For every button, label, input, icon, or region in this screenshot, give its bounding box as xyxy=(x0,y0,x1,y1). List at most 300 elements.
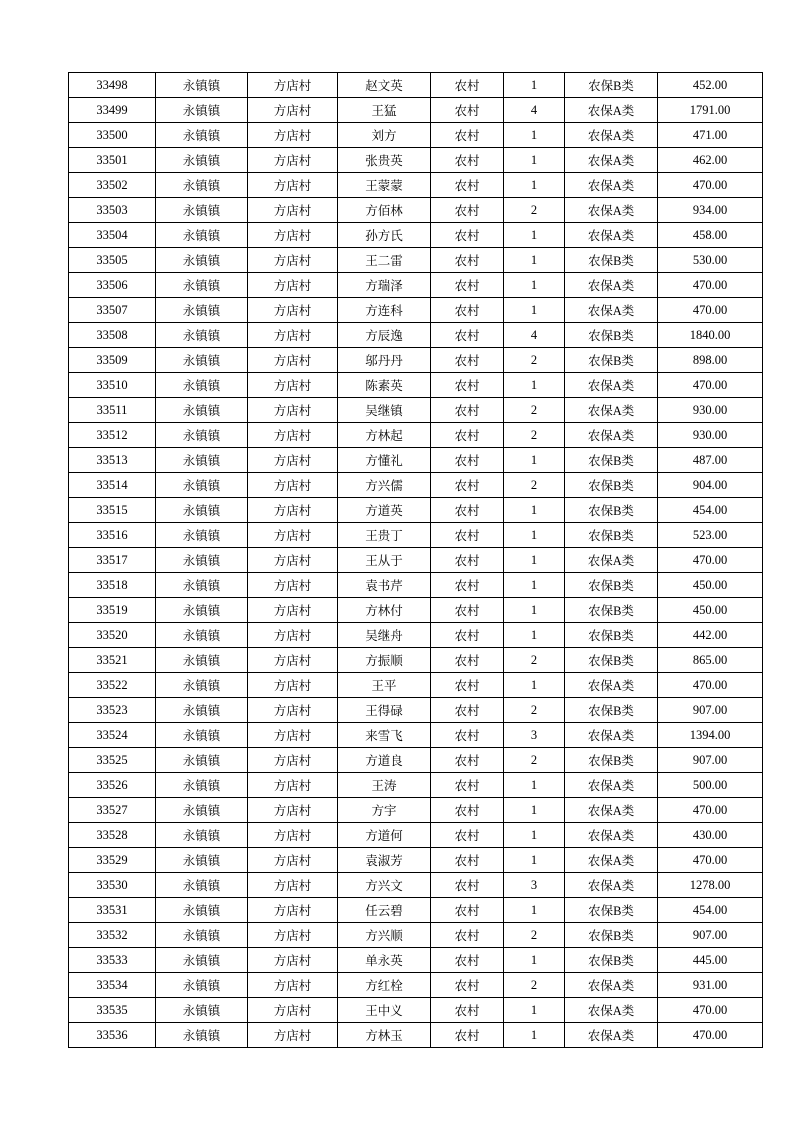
cell-residence: 农村 xyxy=(431,123,504,148)
cell-town: 永镇镇 xyxy=(156,748,248,773)
table-row xyxy=(69,248,763,273)
cell-residence: 农村 xyxy=(431,698,504,723)
cell-count: 1 xyxy=(504,148,565,173)
cell-residence: 农村 xyxy=(431,773,504,798)
cell-village: 方店村 xyxy=(248,498,338,523)
cell-insurance: 农保B类 xyxy=(565,573,658,598)
cell-residence: 农村 xyxy=(431,673,504,698)
cell-residence: 农村 xyxy=(431,148,504,173)
cell-residence: 农村 xyxy=(431,548,504,573)
cell-count: 1 xyxy=(504,998,565,1023)
cell-amount: 445.00 xyxy=(658,948,763,973)
cell-town: 永镇镇 xyxy=(156,848,248,873)
cell-id: 33530 xyxy=(69,873,156,898)
cell-id: 33514 xyxy=(69,473,156,498)
cell-village: 方店村 xyxy=(248,823,338,848)
cell-count: 2 xyxy=(504,398,565,423)
cell-insurance: 农保A类 xyxy=(565,973,658,998)
cell-count: 2 xyxy=(504,648,565,673)
cell-count: 4 xyxy=(504,98,565,123)
cell-name: 方林玉 xyxy=(338,1023,431,1048)
cell-id: 33515 xyxy=(69,498,156,523)
cell-residence: 农村 xyxy=(431,73,504,98)
cell-name: 方林起 xyxy=(338,423,431,448)
cell-town: 永镇镇 xyxy=(156,798,248,823)
cell-insurance: 农保B类 xyxy=(565,448,658,473)
table-row xyxy=(69,323,763,348)
cell-count: 3 xyxy=(504,723,565,748)
cell-amount: 907.00 xyxy=(658,748,763,773)
cell-id: 33499 xyxy=(69,98,156,123)
cell-village: 方店村 xyxy=(248,148,338,173)
table-row xyxy=(69,948,763,973)
cell-name: 王贵丁 xyxy=(338,523,431,548)
cell-village: 方店村 xyxy=(248,573,338,598)
cell-amount: 462.00 xyxy=(658,148,763,173)
cell-insurance: 农保A类 xyxy=(565,423,658,448)
cell-id: 33513 xyxy=(69,448,156,473)
cell-town: 永镇镇 xyxy=(156,623,248,648)
cell-count: 4 xyxy=(504,323,565,348)
cell-village: 方店村 xyxy=(248,298,338,323)
cell-village: 方店村 xyxy=(248,348,338,373)
cell-village: 方店村 xyxy=(248,423,338,448)
cell-amount: 934.00 xyxy=(658,198,763,223)
cell-town: 永镇镇 xyxy=(156,323,248,348)
cell-id: 33503 xyxy=(69,198,156,223)
table-row xyxy=(69,998,763,1023)
cell-count: 1 xyxy=(504,123,565,148)
cell-residence: 农村 xyxy=(431,848,504,873)
cell-amount: 450.00 xyxy=(658,598,763,623)
cell-amount: 530.00 xyxy=(658,248,763,273)
cell-town: 永镇镇 xyxy=(156,773,248,798)
table-row xyxy=(69,373,763,398)
cell-insurance: 农保A类 xyxy=(565,98,658,123)
cell-name: 方瑞泽 xyxy=(338,273,431,298)
cell-count: 1 xyxy=(504,573,565,598)
cell-amount: 865.00 xyxy=(658,648,763,673)
cell-amount: 904.00 xyxy=(658,473,763,498)
cell-id: 33534 xyxy=(69,973,156,998)
cell-town: 永镇镇 xyxy=(156,948,248,973)
table-row xyxy=(69,598,763,623)
cell-name: 方佰林 xyxy=(338,198,431,223)
cell-town: 永镇镇 xyxy=(156,423,248,448)
cell-count: 1 xyxy=(504,773,565,798)
table-row xyxy=(69,798,763,823)
cell-insurance: 农保B类 xyxy=(565,923,658,948)
table-row xyxy=(69,723,763,748)
cell-count: 1 xyxy=(504,248,565,273)
cell-name: 王得碌 xyxy=(338,698,431,723)
table-row xyxy=(69,898,763,923)
cell-insurance: 农保A类 xyxy=(565,273,658,298)
cell-amount: 1394.00 xyxy=(658,723,763,748)
table-row xyxy=(69,448,763,473)
table-row xyxy=(69,398,763,423)
cell-amount: 454.00 xyxy=(658,898,763,923)
cell-village: 方店村 xyxy=(248,273,338,298)
cell-name: 王蒙蒙 xyxy=(338,173,431,198)
cell-amount: 458.00 xyxy=(658,223,763,248)
cell-id: 33508 xyxy=(69,323,156,348)
cell-amount: 470.00 xyxy=(658,173,763,198)
cell-insurance: 农保B类 xyxy=(565,698,658,723)
table-row xyxy=(69,173,763,198)
cell-amount: 930.00 xyxy=(658,398,763,423)
cell-name: 陈素英 xyxy=(338,373,431,398)
cell-count: 2 xyxy=(504,923,565,948)
cell-id: 33535 xyxy=(69,998,156,1023)
cell-id: 33532 xyxy=(69,923,156,948)
cell-insurance: 农保A类 xyxy=(565,848,658,873)
cell-residence: 农村 xyxy=(431,248,504,273)
cell-count: 2 xyxy=(504,973,565,998)
cell-residence: 农村 xyxy=(431,98,504,123)
cell-village: 方店村 xyxy=(248,923,338,948)
cell-name: 王中义 xyxy=(338,998,431,1023)
table-row xyxy=(69,98,763,123)
cell-count: 1 xyxy=(504,798,565,823)
cell-insurance: 农保B类 xyxy=(565,948,658,973)
cell-amount: 452.00 xyxy=(658,73,763,98)
cell-name: 方辰逸 xyxy=(338,323,431,348)
cell-village: 方店村 xyxy=(248,873,338,898)
cell-name: 来雪飞 xyxy=(338,723,431,748)
cell-amount: 500.00 xyxy=(658,773,763,798)
cell-name: 王猛 xyxy=(338,98,431,123)
cell-id: 33498 xyxy=(69,73,156,98)
cell-village: 方店村 xyxy=(248,248,338,273)
cell-amount: 1278.00 xyxy=(658,873,763,898)
cell-insurance: 农保B类 xyxy=(565,323,658,348)
cell-residence: 农村 xyxy=(431,223,504,248)
table-row xyxy=(69,973,763,998)
cell-amount: 470.00 xyxy=(658,373,763,398)
cell-town: 永镇镇 xyxy=(156,723,248,748)
cell-village: 方店村 xyxy=(248,648,338,673)
cell-village: 方店村 xyxy=(248,523,338,548)
cell-residence: 农村 xyxy=(431,648,504,673)
cell-residence: 农村 xyxy=(431,298,504,323)
cell-town: 永镇镇 xyxy=(156,173,248,198)
cell-name: 单永英 xyxy=(338,948,431,973)
cell-town: 永镇镇 xyxy=(156,823,248,848)
cell-town: 永镇镇 xyxy=(156,223,248,248)
cell-village: 方店村 xyxy=(248,398,338,423)
table-row xyxy=(69,523,763,548)
cell-name: 任云碧 xyxy=(338,898,431,923)
cell-name: 王从于 xyxy=(338,548,431,573)
cell-town: 永镇镇 xyxy=(156,898,248,923)
cell-count: 1 xyxy=(504,523,565,548)
cell-name: 方懂礼 xyxy=(338,448,431,473)
cell-name: 吴继舟 xyxy=(338,623,431,648)
cell-insurance: 农保A类 xyxy=(565,123,658,148)
cell-amount: 1840.00 xyxy=(658,323,763,348)
cell-residence: 农村 xyxy=(431,598,504,623)
cell-village: 方店村 xyxy=(248,798,338,823)
cell-name: 张贵英 xyxy=(338,148,431,173)
cell-town: 永镇镇 xyxy=(156,348,248,373)
cell-id: 33519 xyxy=(69,598,156,623)
cell-id: 33526 xyxy=(69,773,156,798)
cell-village: 方店村 xyxy=(248,748,338,773)
cell-village: 方店村 xyxy=(248,998,338,1023)
cell-count: 1 xyxy=(504,598,565,623)
cell-name: 方道何 xyxy=(338,823,431,848)
cell-amount: 450.00 xyxy=(658,573,763,598)
cell-count: 1 xyxy=(504,373,565,398)
cell-count: 1 xyxy=(504,623,565,648)
cell-insurance: 农保A类 xyxy=(565,173,658,198)
cell-insurance: 农保A类 xyxy=(565,723,658,748)
table-row xyxy=(69,273,763,298)
cell-count: 1 xyxy=(504,823,565,848)
cell-id: 33536 xyxy=(69,1023,156,1048)
cell-residence: 农村 xyxy=(431,923,504,948)
cell-village: 方店村 xyxy=(248,323,338,348)
cell-village: 方店村 xyxy=(248,598,338,623)
cell-count: 1 xyxy=(504,548,565,573)
pension-table xyxy=(68,72,763,1048)
cell-count: 1 xyxy=(504,173,565,198)
cell-amount: 470.00 xyxy=(658,673,763,698)
cell-village: 方店村 xyxy=(248,698,338,723)
cell-count: 1 xyxy=(504,223,565,248)
cell-town: 永镇镇 xyxy=(156,98,248,123)
cell-insurance: 农保A类 xyxy=(565,798,658,823)
cell-count: 1 xyxy=(504,498,565,523)
cell-town: 永镇镇 xyxy=(156,473,248,498)
table-row xyxy=(69,223,763,248)
cell-id: 33510 xyxy=(69,373,156,398)
cell-name: 方红栓 xyxy=(338,973,431,998)
cell-count: 1 xyxy=(504,848,565,873)
cell-id: 33529 xyxy=(69,848,156,873)
cell-id: 33522 xyxy=(69,673,156,698)
cell-insurance: 农保B类 xyxy=(565,898,658,923)
cell-count: 3 xyxy=(504,873,565,898)
cell-insurance: 农保A类 xyxy=(565,148,658,173)
cell-amount: 470.00 xyxy=(658,273,763,298)
cell-town: 永镇镇 xyxy=(156,1023,248,1048)
cell-insurance: 农保A类 xyxy=(565,373,658,398)
cell-count: 1 xyxy=(504,898,565,923)
cell-residence: 农村 xyxy=(431,798,504,823)
cell-amount: 470.00 xyxy=(658,798,763,823)
cell-id: 33520 xyxy=(69,623,156,648)
cell-insurance: 农保B类 xyxy=(565,523,658,548)
cell-residence: 农村 xyxy=(431,748,504,773)
cell-village: 方店村 xyxy=(248,973,338,998)
cell-insurance: 农保A类 xyxy=(565,223,658,248)
cell-amount: 930.00 xyxy=(658,423,763,448)
cell-name: 王二雷 xyxy=(338,248,431,273)
cell-insurance: 农保A类 xyxy=(565,998,658,1023)
cell-amount: 931.00 xyxy=(658,973,763,998)
cell-village: 方店村 xyxy=(248,123,338,148)
cell-residence: 农村 xyxy=(431,423,504,448)
cell-town: 永镇镇 xyxy=(156,248,248,273)
table-row xyxy=(69,873,763,898)
cell-amount: 898.00 xyxy=(658,348,763,373)
cell-town: 永镇镇 xyxy=(156,73,248,98)
pension-table-body xyxy=(69,73,763,1048)
cell-residence: 农村 xyxy=(431,898,504,923)
cell-residence: 农村 xyxy=(431,473,504,498)
cell-name: 袁书芹 xyxy=(338,573,431,598)
cell-id: 33525 xyxy=(69,748,156,773)
table-row xyxy=(69,298,763,323)
cell-id: 33501 xyxy=(69,148,156,173)
cell-count: 2 xyxy=(504,348,565,373)
table-row xyxy=(69,1023,763,1048)
cell-village: 方店村 xyxy=(248,773,338,798)
cell-residence: 农村 xyxy=(431,323,504,348)
cell-insurance: 农保B类 xyxy=(565,473,658,498)
cell-insurance: 农保A类 xyxy=(565,823,658,848)
cell-town: 永镇镇 xyxy=(156,923,248,948)
cell-town: 永镇镇 xyxy=(156,198,248,223)
cell-town: 永镇镇 xyxy=(156,448,248,473)
cell-id: 33500 xyxy=(69,123,156,148)
cell-town: 永镇镇 xyxy=(156,648,248,673)
table-row xyxy=(69,773,763,798)
cell-amount: 430.00 xyxy=(658,823,763,848)
cell-town: 永镇镇 xyxy=(156,698,248,723)
cell-amount: 470.00 xyxy=(658,848,763,873)
cell-name: 方连科 xyxy=(338,298,431,323)
cell-town: 永镇镇 xyxy=(156,998,248,1023)
cell-insurance: 农保B类 xyxy=(565,73,658,98)
cell-village: 方店村 xyxy=(248,73,338,98)
cell-name: 方兴文 xyxy=(338,873,431,898)
table-row xyxy=(69,623,763,648)
cell-village: 方店村 xyxy=(248,473,338,498)
table-row xyxy=(69,498,763,523)
cell-residence: 农村 xyxy=(431,573,504,598)
cell-town: 永镇镇 xyxy=(156,273,248,298)
cell-count: 1 xyxy=(504,948,565,973)
cell-id: 33533 xyxy=(69,948,156,973)
cell-town: 永镇镇 xyxy=(156,123,248,148)
cell-count: 1 xyxy=(504,273,565,298)
cell-residence: 农村 xyxy=(431,198,504,223)
cell-name: 王涛 xyxy=(338,773,431,798)
cell-id: 33523 xyxy=(69,698,156,723)
cell-name: 邬丹丹 xyxy=(338,348,431,373)
cell-amount: 470.00 xyxy=(658,298,763,323)
cell-town: 永镇镇 xyxy=(156,973,248,998)
cell-village: 方店村 xyxy=(248,223,338,248)
cell-town: 永镇镇 xyxy=(156,598,248,623)
cell-residence: 农村 xyxy=(431,348,504,373)
cell-insurance: 农保B类 xyxy=(565,598,658,623)
cell-town: 永镇镇 xyxy=(156,523,248,548)
cell-residence: 农村 xyxy=(431,373,504,398)
cell-village: 方店村 xyxy=(248,373,338,398)
cell-amount: 454.00 xyxy=(658,498,763,523)
cell-amount: 470.00 xyxy=(658,1023,763,1048)
cell-id: 33524 xyxy=(69,723,156,748)
cell-amount: 523.00 xyxy=(658,523,763,548)
cell-count: 2 xyxy=(504,473,565,498)
cell-insurance: 农保A类 xyxy=(565,398,658,423)
cell-town: 永镇镇 xyxy=(156,148,248,173)
cell-id: 33527 xyxy=(69,798,156,823)
cell-residence: 农村 xyxy=(431,398,504,423)
cell-count: 2 xyxy=(504,748,565,773)
table-row xyxy=(69,73,763,98)
cell-id: 33517 xyxy=(69,548,156,573)
cell-count: 2 xyxy=(504,198,565,223)
cell-count: 1 xyxy=(504,448,565,473)
cell-count: 2 xyxy=(504,423,565,448)
cell-town: 永镇镇 xyxy=(156,573,248,598)
cell-amount: 907.00 xyxy=(658,923,763,948)
cell-name: 王平 xyxy=(338,673,431,698)
cell-village: 方店村 xyxy=(248,948,338,973)
table-row xyxy=(69,573,763,598)
cell-village: 方店村 xyxy=(248,448,338,473)
cell-id: 33504 xyxy=(69,223,156,248)
cell-village: 方店村 xyxy=(248,623,338,648)
table-row xyxy=(69,698,763,723)
cell-count: 1 xyxy=(504,1023,565,1048)
cell-id: 33528 xyxy=(69,823,156,848)
cell-insurance: 农保A类 xyxy=(565,298,658,323)
cell-insurance: 农保B类 xyxy=(565,248,658,273)
cell-name: 刘方 xyxy=(338,123,431,148)
cell-insurance: 农保A类 xyxy=(565,198,658,223)
cell-count: 1 xyxy=(504,298,565,323)
cell-town: 永镇镇 xyxy=(156,373,248,398)
cell-village: 方店村 xyxy=(248,548,338,573)
cell-insurance: 农保B类 xyxy=(565,498,658,523)
cell-amount: 470.00 xyxy=(658,998,763,1023)
cell-residence: 农村 xyxy=(431,623,504,648)
cell-insurance: 农保B类 xyxy=(565,623,658,648)
table-row xyxy=(69,848,763,873)
cell-id: 33521 xyxy=(69,648,156,673)
cell-name: 吴继镇 xyxy=(338,398,431,423)
cell-id: 33511 xyxy=(69,398,156,423)
cell-name: 方林付 xyxy=(338,598,431,623)
cell-residence: 农村 xyxy=(431,448,504,473)
cell-id: 33531 xyxy=(69,898,156,923)
cell-village: 方店村 xyxy=(248,198,338,223)
cell-town: 永镇镇 xyxy=(156,498,248,523)
cell-amount: 1791.00 xyxy=(658,98,763,123)
cell-village: 方店村 xyxy=(248,98,338,123)
table-row xyxy=(69,123,763,148)
cell-residence: 农村 xyxy=(431,273,504,298)
cell-amount: 442.00 xyxy=(658,623,763,648)
cell-name: 方兴儒 xyxy=(338,473,431,498)
cell-residence: 农村 xyxy=(431,948,504,973)
table-row xyxy=(69,923,763,948)
table-row xyxy=(69,673,763,698)
cell-village: 方店村 xyxy=(248,898,338,923)
cell-id: 33505 xyxy=(69,248,156,273)
table-row xyxy=(69,423,763,448)
cell-town: 永镇镇 xyxy=(156,673,248,698)
cell-id: 33516 xyxy=(69,523,156,548)
cell-village: 方店村 xyxy=(248,723,338,748)
cell-residence: 农村 xyxy=(431,173,504,198)
